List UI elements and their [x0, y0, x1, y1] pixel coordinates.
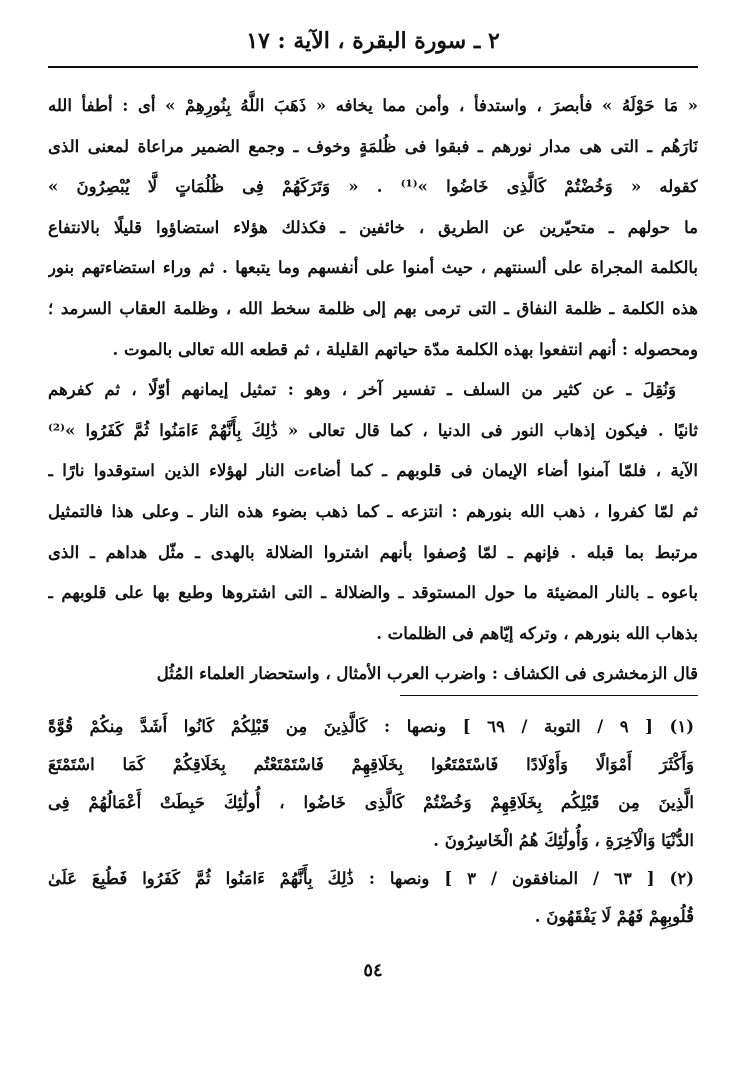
text-line: هذه الكلمة ـ ظلمة النفاق ـ التى ترمى بهم إلى ظلمة سخط الله ، وظلمة العقاب السرمد ؛	[48, 298, 698, 318]
text-line: بذهاب الله بنورهم ، وتركه إيّاهم فى الظلمات .	[376, 623, 698, 643]
text-line: قال الزمخشرى فى الكشاف : واضرب العرب الأمثال ، واستحضار العلماء المُثُل	[156, 664, 698, 684]
text-line: ثانيًا . فيكون إذهاب النور فى الدنيا ، كما قال تعالى « ذَٰلِكَ بِأَنَّهُمْ ءَامَنُوا ثُمَّ كَفَرُوا »⁽²⁾	[48, 420, 698, 440]
footnote-separator	[400, 695, 698, 696]
page-number: ٥٤	[363, 960, 383, 981]
main-text	[48, 86, 698, 695]
text-line: ثم لمّا كفروا ، ذهب الله بنورهم : انتزعه ـ كما ذهب بضوء هذه النار ـ وعلى هذا فالتمثيل	[48, 501, 698, 521]
text-line: وَنُقِلَ ـ عن كثير من السلف ـ تفسير آخر ، وهو : تمثيل إيمانهم أوّلًا ، ثم كفرهم	[48, 380, 676, 400]
footnote-line: الَّذِينَ مِن قَبْلِكُم بِخَلَاقِهِمْ وَخُضْتُمْ كَالَّذِى خَاضُوا ، أُولَٰئِكَ حَبِطَتْ أَعْمَالُهُمْ فِى	[48, 793, 694, 812]
header-rule	[48, 66, 698, 68]
footnote-line: الدُّنْيَا وَالْآخِرَةِ ، وَأُولَٰئِكَ هُمُ الْخَاسِرُونَ .	[433, 831, 694, 850]
text-line: باعوه ـ بالنار المضيئة ما حول المستوقد ـ والضلالة ـ التى اشتروها وطبع بها على قلوبهم ـ	[48, 583, 698, 603]
text-line: ومحصوله : أنهم انتفعوا بهذه الكلمة مدّة حياتهم القليلة ، ثم قطعه الله تعالى بالموت .	[112, 339, 698, 359]
text-line: كقوله « وَخُضْتُمْ كَالَّذِى خَاضُوا »⁽¹⁾ . « وَتَرَكَهُمْ فِى ظُلُمَاتٍ لَّا يُبْصِرُونَ »	[48, 177, 698, 197]
text-line: بالكلمة المجراة على ألسنتهم ، حيث أمنوا على أنفسهم وما يتبعها . ثم وراء استضاءتهم بنور	[48, 258, 698, 278]
footnote-line: (١) [ ٩ / التوبة / ٦٩ ] ونصها : كَالَّذِينَ مِن قَبْلِكُمْ كَانُوا أَشَدَّ مِنكُمْ قُوَّةً	[48, 717, 694, 736]
footnote-line: وَأَكْثَرَ أَمْوَالًا وَأَوْلَادًا فَاسْتَمْتَعُوا بِخَلَاقِهِمْ فَاسْتَمْتَعْتُم بِخَلَاقِكُمْ كَمَا اسْتَمْتَعَ	[48, 755, 694, 774]
text-line: ما حولهم ـ متحيّرين عن الطريق ، خائفين ـ فكذلك هؤلاء استضاؤوا قليلًا بالانتفاع	[48, 217, 698, 237]
footnote-line: (٢) [ ٦٣ / المنافقون / ٣ ] ونصها : ذَٰلِكَ بِأَنَّهُمْ ءَامَنُوا ثُمَّ كَفَرُوا فَطُبِعَ عَلَىٰ	[48, 869, 694, 888]
text-line: نَارَهُم ـ التى هى مدار نورهم ـ فبقوا فى ظُلمَةٍ وخوف ـ وجمع الضمير مراعاة لمعنى الذى	[48, 136, 698, 156]
text-line: الآية ، فلمّا آمنوا أضاء الإيمان فى قلوبهم ـ كما أضاءت النار لهؤلاء الذين استوقدوا نارًا ـ	[48, 461, 698, 481]
text-line: مرتبط بما قبله . فإنهم ـ لمّا وُصفوا بأنهم اشتروا الضلالة بالهدى ـ مثّل هداهم ـ الذى	[48, 542, 698, 562]
footnotes	[48, 708, 698, 936]
text-line: « مَا حَوْلَهُ » فأبصرَ ، واستدفأ ، وأمن مما يخافه « ذَهَبَ اللَّهُ بِنُورِهِمْ » أى : أطفأ الله	[48, 96, 698, 115]
footnote-line: قُلُوبِهِمْ فَهُمْ لَا يَفْقَهُونَ .	[534, 907, 694, 926]
running-header: ٢ ـ سورة البقرة ، الآية : ١٧	[246, 28, 500, 54]
